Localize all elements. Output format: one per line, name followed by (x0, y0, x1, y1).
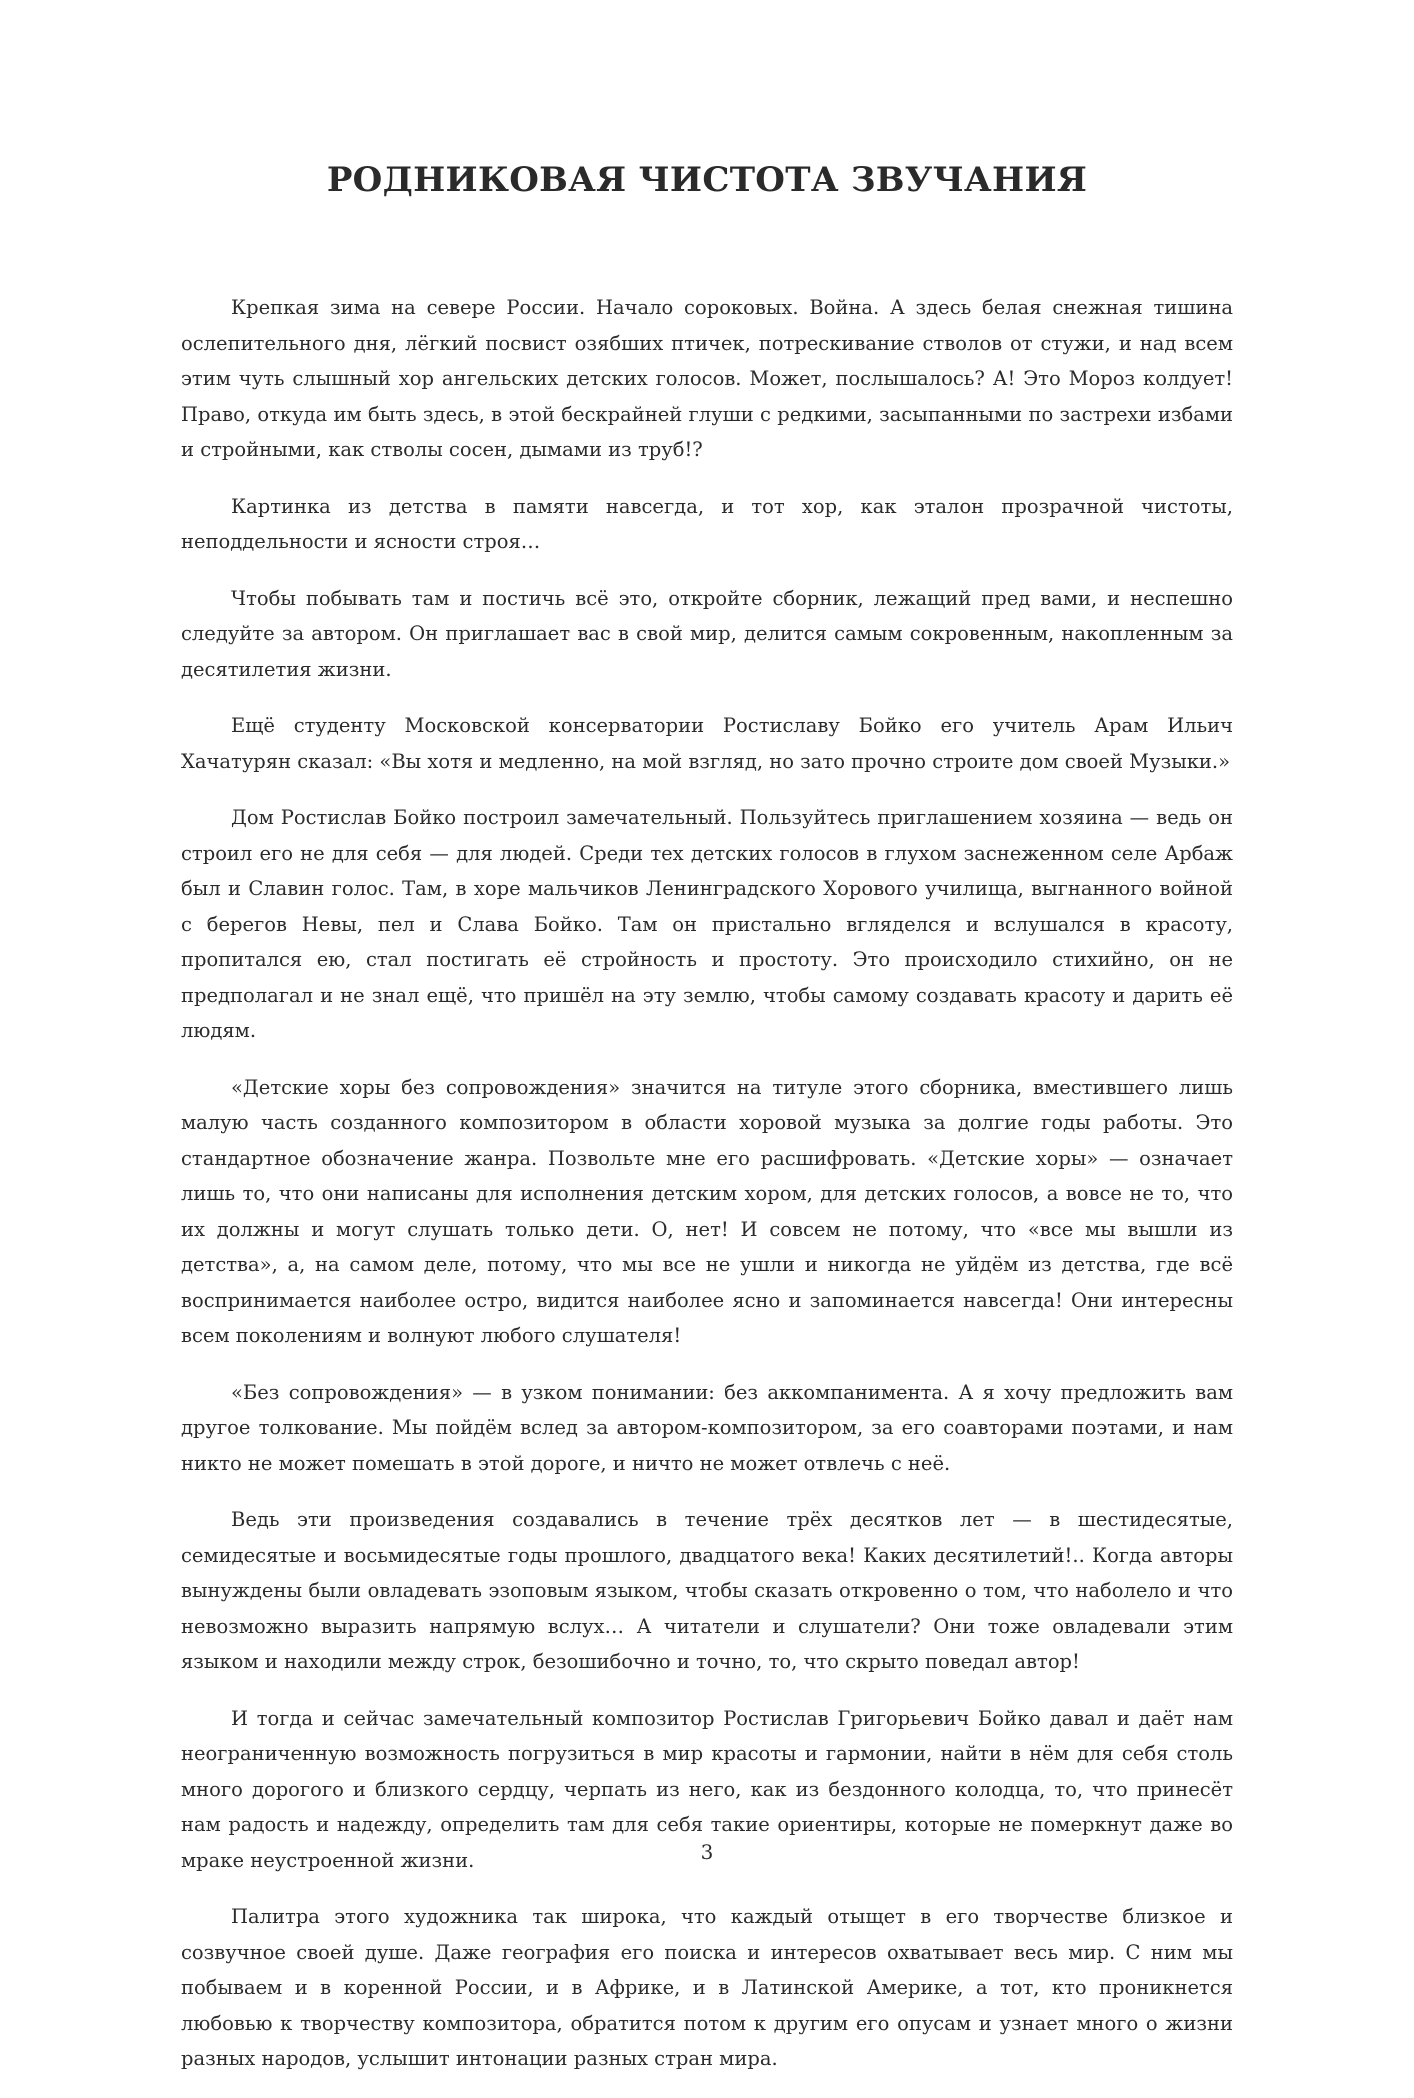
paragraph-9: И тогда и сейчас замечательный композитор Ростислав Григорьевич Бойко давал и даёт нам неограниченную возможность погрузиться в мир красоты и гармонии, найти в нём для себя столь много дорогого и близкого сердцу, черпать из него, как из бездонного колодца, то, что принесёт нам радость и надежду, определить там для себя такие ориентиры, которые не померкнут даже во мраке неустроенной жизни. (181, 1706, 1233, 1872)
paragraph-1: Крепкая зима на севере России. Начало сороковых. Война. А здесь белая снежная тишина ослепительного дня, лёгкий посвист озябших птичек, потрескивание стволов от стужи, и над всем этим чуть слышный хор ангельских детских голосов. Может, послышалось? А! Это Мороз колдует! Право, откуда им быть здесь, в этой бескрайней глуши с редкими, засыпанными по застрехи избами и стройными, как стволы сосен, дымами из труб!? (181, 296, 1233, 461)
page-number: 3 (700, 1840, 714, 1864)
body-text (181, 290, 1233, 2098)
paragraph-5: Дом Ростислав Бойко построил замечательный. Пользуйтесь приглашением хозяина — ведь он строил его не для себя — для людей. Среди тех детских голосов в глухом заснеженном селе Арбаж был и Славин голос. Там, в хоре мальчиков Ленинградского Хорового училища, выгнанного войной с берегов Невы, пел и Слава Бойко. Там он пристально вглядeлся и вслушался в красоту, пропитался ею, стал постигать её стройность и простоту. Это происходило стихийно, он не предполагал и не знал ещё, что пришёл на эту землю, чтобы самому создавать красоту и дарить её людям. (181, 806, 1233, 1042)
paragraph-4: Ещё студенту Московской консерватории Ростиславу Бойко его учитель Арам Ильич Хачатурян сказал: «Вы хотя и медленно, на мой взгляд, но зато прочно строите дом своей Музыки.» (181, 714, 1233, 773)
page-title: РОДНИКОВАЯ ЧИСТОТА ЗВУЧАНИЯ (326, 160, 1088, 200)
paragraph-10: Палитра этого художника так широка, что каждый отыщет в его творчестве близкое и созвучное своей душе. Даже география его поиска и интересов охватывает весь мир. С ним мы побываем и в коренной России, и в Африке, и в Латинской Америке, а тот, кто проникнется любовью к творчеству композитора, обратится потом к другим его опусам и узнает много о жизни разных народов, услышит интонации разных стран мира. (181, 1905, 1233, 2070)
paragraph-3: Чтобы побывать там и постичь всё это, откройте сборник, лежащий пред вами, и неспешно следуйте за автором. Он приглашает вас в свой мир, делится самым сокровенным, накопленным за десятилетия жизни. (181, 586, 1233, 681)
paragraph-2: Картинка из детства в памяти навсегда, и тот хор, как эталон прозрачной чистоты, неподдельности и ясности строя… (181, 494, 1233, 553)
paragraph-8: Ведь эти произведения создавались в течение трёх десятков лет — в шестидесятые, семидесятые и восьмидесятые годы прошлого, двадцатого века! Каких десятилетий!.. Когда авторы вынуждены были овладевать эзоповым языком, чтобы сказать откровенно о том, что наболело и что невозможно выразить напрямую вслух… А читатели и слушатели? Они тоже овладевали этим языком и находили между строк, безошибочно и точно, то, что скрыто поведал автор! (181, 1508, 1233, 1673)
paragraph-6: «Детские хоры без сопровождения» значится на титуле этого сборника, вместившего лишь малую часть созданного композитором в области хоровой музыка за долгие годы работы. Это стандартное обозначение жанра. Позвольте мне его расшифровать. «Детские хоры» — означает лишь то, что они написаны для исполнения детским хором, для детских голосов, а вовсе не то, что их должны и могут слушать только дети. О, нет! И совсем не потому, что «все мы вышли из детства», а, на самом деле, потому, что мы все не ушли и никогда не уйдём из детства, где всё воспринимается наиболее остро, видится наиболее ясно и запоминается навсегда! Они интересны всем поколениям и волнуют любого слушателя! (181, 1075, 1233, 1347)
paragraph-7: «Без сопровождения» — в узком понимании: без аккомпанимента. А я хочу предложить вам другое толкование. Мы пойдём вслед за автором-композитором, за его соавторами поэтами, и нам никто не может помешать в этой дороге, и ничто не может отвлечь с неё. (181, 1380, 1233, 1475)
